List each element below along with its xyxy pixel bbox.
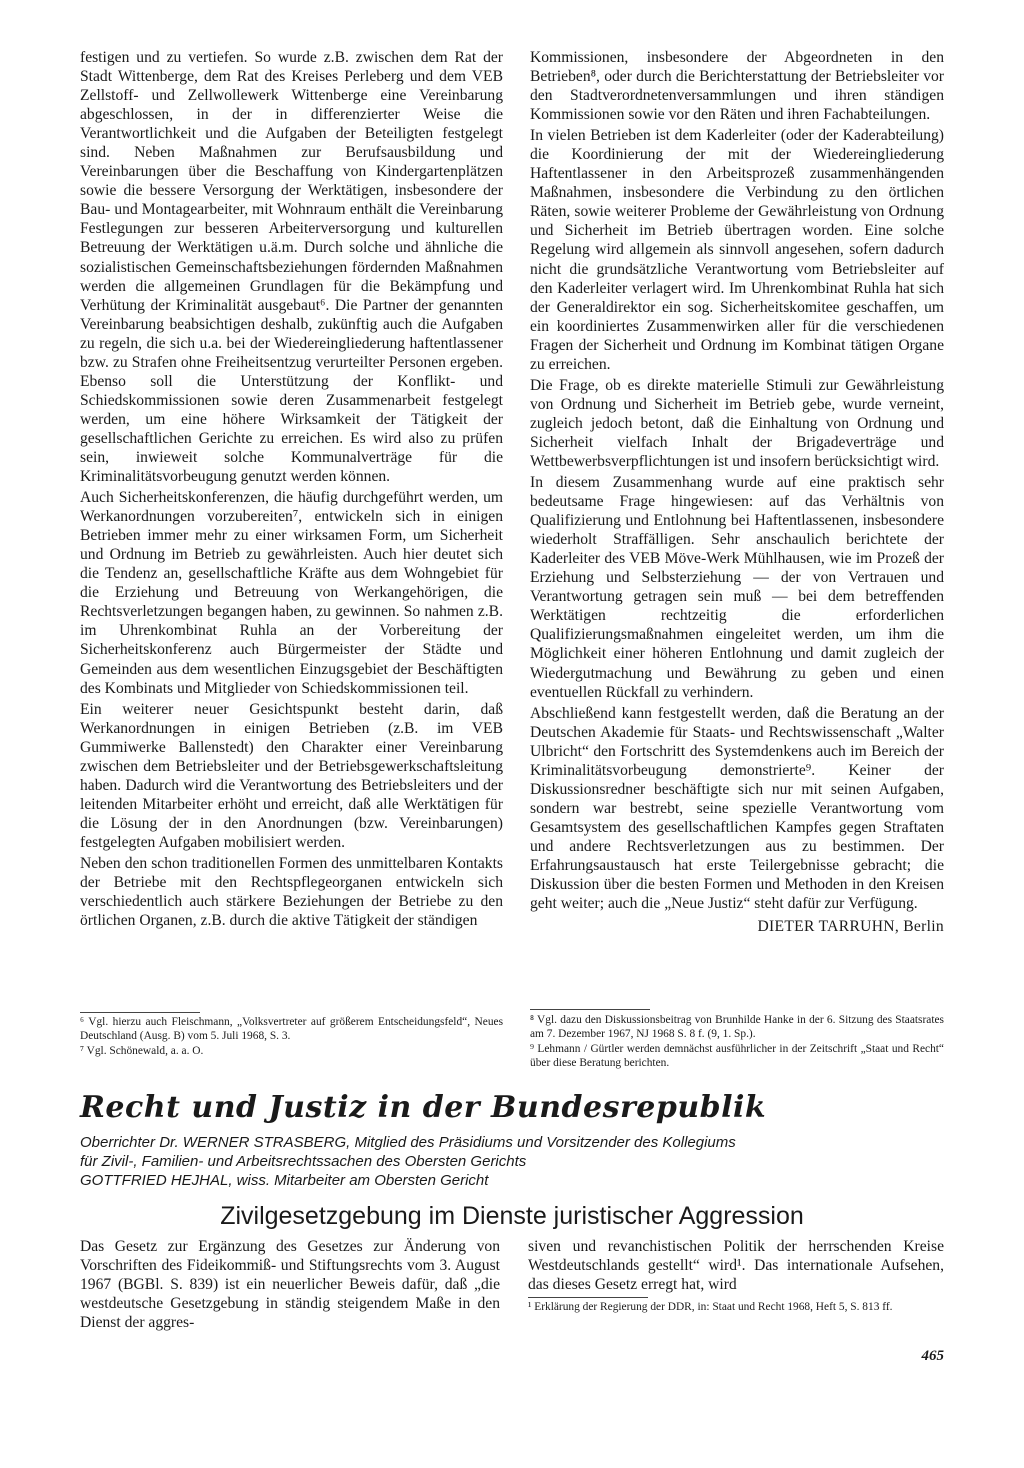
paragraph: Neben den schon traditionellen Formen des unmittelbaren Kontakts der Betriebe mit den Rechtspflegeorganen entwickeln sich verschiedentlich auch stärkere Beziehungen der Betriebe zu den örtlichen Organen, z.B. durch die aktive Tätigkeit der ständigen [80,854,503,930]
paragraph: siven und revanchistischen Politik der herrschenden Kreise Westdeutschlands gestellt“ wird¹. Das internationale Aufsehen, das dieses Gesetz erregt hat, wird [528,1238,944,1294]
paragraph: Die Frage, ob es direkte materielle Stimuli zur Gewährleistung von Ordnung und Sicherheit im Betrieb gebe, wurde verneint, zugleich jedoch betont, daß die Einhaltung von Ordnung und Sicherheit vielfach Inhalt der Brigadeverträge und Wettbewerbsverpflichtungen ist und insofern berücksichtigt wird. [530,376,944,470]
article-title: Zivilgesetzgebung im Dienste juristischer Aggression [220,1202,804,1230]
paragraph: festigen und zu vertiefen. So wurde z.B. zwischen dem Rat der Stadt Wittenberge, dem Rat des Kreises Perleberg und dem VEB Zellstoff- und Zellwollewerk Wittenberge eine Vereinbarung abgeschlossen, in der in differenzierter Weise die Verantwortlichkeit und die Aufgaben der Beteiligten festgelegt sind. Neben Maßnahmen zur Berufsausbildung und Vereinbarungen über die Beschaffung von Kindergartenplätzen sowie die bessere Versorgung der Werktätigen, insbesondere der Bau- und Montagearbeiter, mit Wohnraum enthält die Vereinbarung Festlegungen zur besseren Arbeiterversorgung und kulturellen Betreuung der Werktätigen u.ä.m. Durch solche und ähnliche die sozialistischen Gemeinschaftsbeziehungen fördernden Maßnahmen werden die allgemeinen Grundlagen für die Bekämpfung und Verhütung der Kriminalität ausgebaut⁶. Die Partner der genannten Vereinbarung beabsichtigen deshalb, zukünftig auch die Aufgaben zu regeln, die sich u.a. bei der Wiedereingliederung haftentlassener bzw. zu Strafen ohne Freiheitsentzug verurteilter Personen ergeben. Ebenso soll die Unterstützung der Konflikt- und Schiedskommissionen sowie deren Zusammenarbeit festgelegt werden, um eine höhere Wirksamkeit der Tätigkeit der gesellschaftlichen Gerichte zu erreichen. Es wird also zu prüfen sein, inwieweit solche Kommunalverträge für die Kriminalitätsvorbeugung genutzt werden können. [80,49,503,486]
paragraph: Auch Sicherheitskonferenzen, die häufig durchgeführt werden, um Werkanordnungen vorzubereiten⁷, entwickeln sich in einigen Betrieben immer mehr zu einer wirksamen Form, um Sicherheit und Ordnung im Betrieb zu gewährleisten. Auch hier deutet sich die Tendenz an, gesellschaftliche Kräfte aus dem Wohngebiet für die Erziehung und Betreuung von Werkangehörigen, die Rechtsverletzungen begangen haben, zu gewinnen. So nahmen z.B. im Uhrenkombinat Ruhla an der Vorbereitung der Sicherheitskonferenz auch Bürgermeister der Städte und Gemeinden aus dem wesentlichen Einzugsgebiet der Beschäftigten des Kombinats und Mitglieder von Schiedskommissionen teil. [80,489,503,697]
footnote-divider [80,1012,200,1013]
author-line: Oberrichter Dr. WERNER STRASBERG, Mitglied des Präsidiums und Vorsitzender des Kollegiums [80,1134,736,1151]
footnote-divider [528,1297,648,1298]
paragraph: Das Gesetz zur Ergänzung des Gesetzes zur Änderung von Vorschriften des Fideikommiß- und Stiftungsrechts vom 3. August 1967 (BGBl. S. 839) ist ein neuerlicher Beweis dafür, daß „die westdeutsche Gesetzgebung in ständig steigendem Maße in den Dienst der aggres- [80,1238,500,1332]
author-line: für Zivil-, Familien- und Arbeitsrechtssachen des Obersten Gerichts [80,1153,527,1170]
article-footnote [528,1301,948,1317]
footnote: ⁶ Vgl. hierzu auch Fleischmann, „Volksvertreter auf größerem Entscheidungsfeld“, Neues Deutschland (Ausg. B) vom 5. Juli 1968, S. 3. [80,1016,503,1042]
footnote: ¹ Erklärung der Regierung der DDR, in: Staat und Recht 1968, Heft 5, S. 813 ff. [528,1301,893,1313]
footnotes-left [80,1016,503,1061]
footnote: ⁹ Lehmann / Gürtler werden demnächst ausführlicher in der Zeitschrift „Staat und Recht“ über diese Beratung berichten. [530,1043,944,1069]
right-text-column [530,48,944,936]
author-line: GOTTFRIED HEJHAL, wiss. Mitarbeiter am Obersten Gericht [80,1172,489,1189]
footnote: ⁷ Vgl. Schönewald, a. a. O. [80,1045,204,1058]
author-signature: DIETER TARRUHN, Berlin [757,918,944,936]
paragraph: In diesem Zusammenhang wurde auf eine praktisch sehr bedeutsame Frage hingewiesen: auf das Verhältnis von Qualifizierung und Entlohnung bei Haftentlassenen, insbesondere wiederholt Straffälligen. Sehr anschaulich berichtete der Kaderleiter des VEB Möve-Werk Mühlhausen, wie im Prozeß der Erziehung und Selbsterziehung — der von Vertrauen und Verantwortung getragen sein muß — bei dem betreffenden Werktätigen rechtzeitig die erforderlichen Qualifizierungsmaßnahmen eingeleitet werden, um ihm die Möglichkeit einer höheren Entlohnung und damit zugleich der Wiedergutmachung und Bewährung zu geben und einen eventuellen Rückfall zu verhindern. [530,474,944,701]
page-number: 465 [921,1348,944,1364]
article-authors [80,1133,960,1190]
paragraph: In vielen Betrieben ist dem Kaderleiter (oder der Kaderabteilung) die Koordinierung der mit der Wiedereingliederung Haftentlassener in den Arbeitsprozeß zusammenhängenden Maßnahmen, insbesondere die Verbindung zu den örtlichen Räten, sowie weiterer Probleme der Gewährleistung von Ordnung und Sicherheit im Betrieb übertragen worden. Eine solche Regelung wird allgemein als sinnvoll angesehen, sofern dadurch nicht die grundsätzliche Verantwortung vom Betriebsleiter auf den Kaderleiter verlagert wird. Im Uhrenkombinat Ruhla hat sich der Generaldirektor ein sog. Sicherheitskomitee geschaffen, um ein koordiniertes Zusammenwirken aller für die verschiedenen Fragen der Sicherheit und Ordnung im Kombinat tätigen Organe zu erreichen. [530,127,944,373]
article-left-column [80,1237,500,1332]
paragraph: Abschließend kann festgestellt werden, daß die Beratung an der Deutschen Akademie für Staats- und Rechtswissenschaft „Walter Ulbricht“ den Fortschritt des Systemdenkens auch im Bereich der Kriminalitätsvorbeugung demonstrierte⁹. Keiner der Diskussionsredner beschäftigte sich nur mit seinen Aufgaben, sondern war bestrebt, seine spezielle Verantwortung vom Gesamtsystem des gesellschaftlichen Kampfes gegen Straftaten und andere Rechtsverletzungen aus zu bestimmen. Der Erfahrungsaustausch hat erste Teilergebnisse gebracht; die Diskussion über die besten Formen und Methoden in den Kreisen geht weiter; auch die „Neue Justiz“ steht dafür zur Verfügung. [530,704,944,913]
footnote: ⁸ Vgl. dazu den Diskussionsbeitrag von Brunhilde Hanke in der 6. Sitzung des Staatsrates am 7. Dezember 1967, NJ 1968 S. 8 f. (9, 1. Sp.). [530,1014,944,1040]
paragraph: Ein weiterer neuer Gesichtspunkt besteht darin, daß Werkanordnungen in einigen Betrieben (z.B. im VEB Gummiwerke Ballenstedt) den Charakter einer Vereinbarung zwischen dem Betriebsleiter und der Betriebsgewerkschaftsleitung haben. Dadurch wird die Verantwortung des Betriebsleiters und der leitenden Mitarbeiter erhöht und erreicht, daß alle Werktätigen für die Lösung der in den Anordnungen (bzw. Vereinbarungen) festgelegten Aufgaben mobilisiert werden. [80,700,503,851]
section-heading: Recht und Justiz in der Bundesrepublik [80,1090,767,1125]
paragraph: Kommissionen, insbesondere der Abgeordneten in den Betrieben⁸, oder durch die Berichterstattung der Betriebsleiter vor den Stadtverordnetenversammlungen und ihren ständigen Kommissionen sowie vor den Räten und ihren Fachabteilungen. [530,49,944,124]
article-right-column [528,1237,944,1294]
left-text-column [80,48,503,930]
footnotes-right [530,1014,944,1072]
footnote-divider [530,1009,650,1010]
